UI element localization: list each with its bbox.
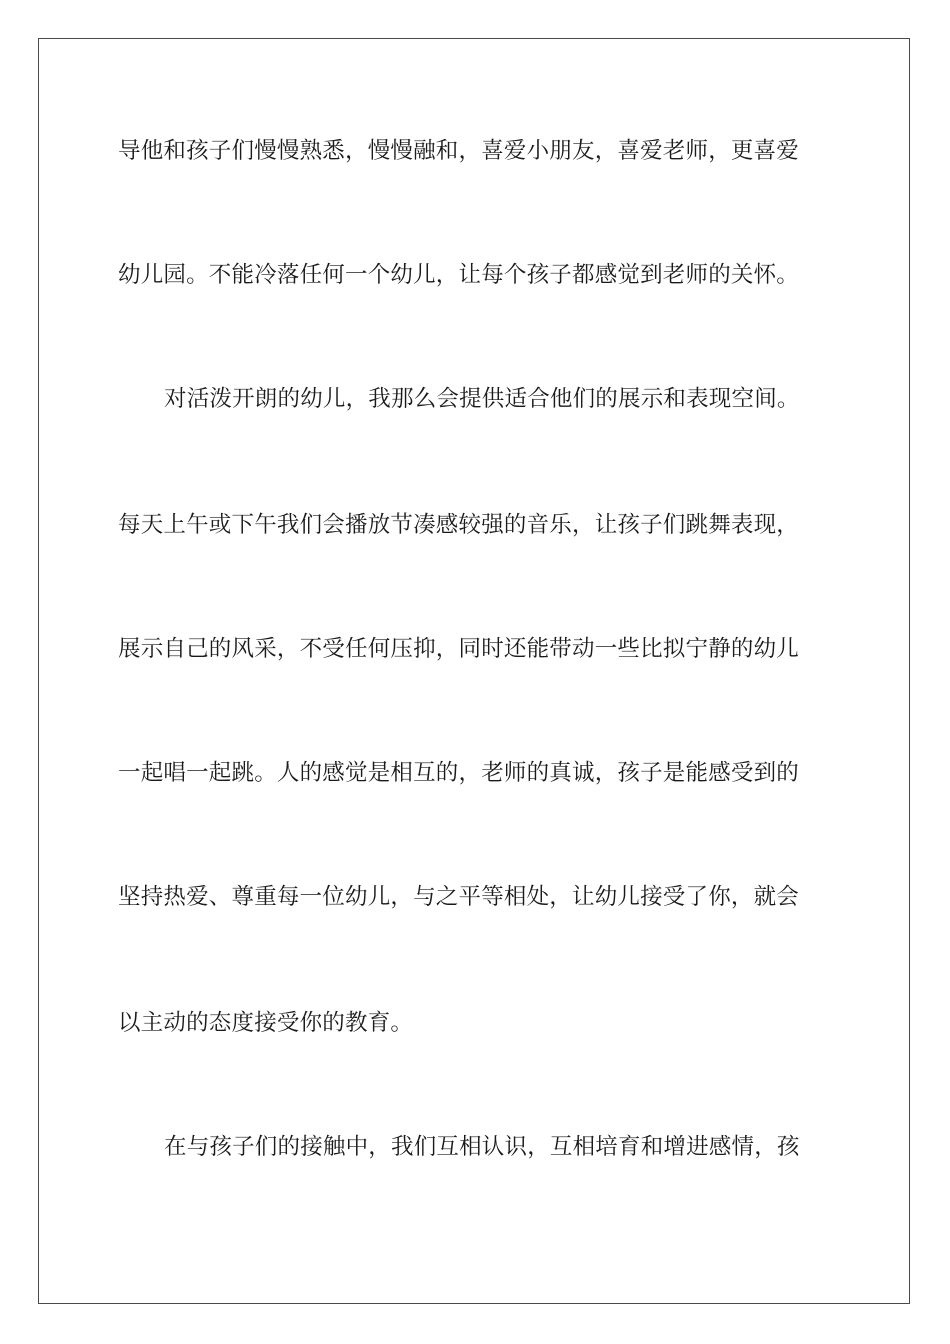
text-line: 每天上午或下午我们会播放节凑感较强的音乐，让孩子们跳舞表现， [118,512,800,538]
text-line: 以主动的态度接受你的教育。 [118,1010,414,1036]
text-line: 一起唱一起跳。人的感觉是相互的，老师的真诚，孩子是能感受到的 [118,760,800,786]
text-line: 坚持热爱、尊重每一位幼儿，与之平等相处，让幼儿接受了你，就会 [118,884,800,910]
text-line: 幼儿园。不能冷落任何一个幼儿，让每个孩子都感觉到老师的关怀。 [118,262,800,288]
text-line: 展示自己的风采，不受任何压抑，同时还能带动一些比拟宁静的幼儿 [118,636,800,662]
text-line: 导他和孩子们慢慢熟悉，慢慢融和，喜爱小朋友，喜爱老师，更喜爱 [118,138,800,164]
page-border [38,38,910,1304]
paragraph-start-line: 对活泼开朗的幼儿，我那么会提供适合他们的展示和表现空间。 [164,386,800,412]
paragraph-start-line: 在与孩子们的接触中，我们互相认识，互相培育和增进感情，孩 [164,1134,800,1160]
